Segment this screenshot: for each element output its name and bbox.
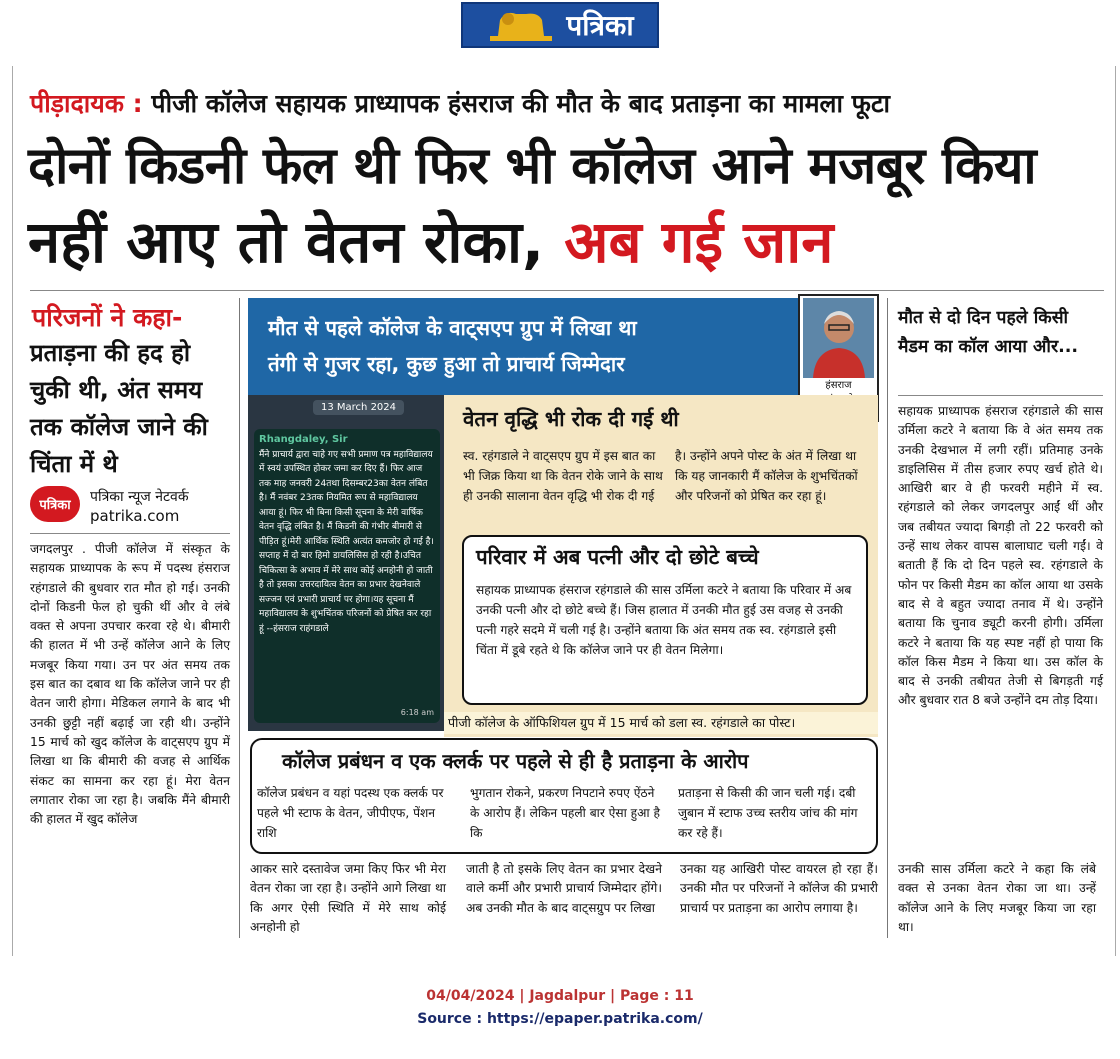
- patrika-logo: [461, 2, 659, 48]
- whatsapp-screenshot: [248, 395, 444, 731]
- chat-message-text: मैंने प्राचार्य द्वारा चाहे गए सभी प्रमाण पत्र महाविद्यालय में स्वयं उपस्थित होकर जमा कर दिए हैं। फिर आज तक माह जनवरी 24तथा दिसम्बर23का वेतन लंबित है। मैं नवंबर 23तक नियमित रूप से महाविद्यालय आया हूं। फिर भी बिना किसी सूचना के मेरी वार्षिक वेतन वृद्धि लंबित है। मैं किडनी की गंभीर बीमारी से पीड़ित हूं।मेरी आर्थिक स्थिति अत्यंत कमजोर हो गई है।सप्ताह में दो बार हिमो डायलिसिस हो रही है।उचित चिकित्सा के अभाव में मेरे साथ कोई अनहोनी हो जाती है तो इसका उत्तरदायित्व वेतन का प्रभार देखनेवाले सज्जन एवं प्रभारी प्राचार्य पर होगा।यह सूचना मैं महाविद्यालय के शुभचिंतक परिजनों को प्रेषित कर रहा हूं --हंसराज राहंगडाले: [259, 449, 434, 634]
- chat-date: 13 March 2024: [313, 400, 404, 415]
- photo-caption: पीजी कॉलेज के ऑफिशियल ग्रुप में 15 मार्च को डला स्व. रहंगडाले का पोस्ट।: [444, 712, 878, 734]
- column-rule: [239, 298, 240, 938]
- right-subhead: मौत से दो दिन पहले किसी मैडम का कॉल आया और...: [898, 308, 1079, 357]
- headline-line2: [28, 200, 833, 279]
- sidebar-kicker: परिजनों ने कहा-: [32, 303, 183, 332]
- story-column-3: है। उन्होंने अपने पोस्ट के अंत में लिखा था कि यह जानकारी मैं कॉलेज के शुभचिंतकों और परिजनों को प्रेषित कर रहा हूं।: [675, 449, 858, 503]
- byline-name: पत्रिका न्यूज नेटवर्क: [90, 489, 189, 505]
- headline-line2-black: नहीं आए तो वेतन रोका,: [28, 208, 565, 276]
- kicker-label: पीड़ादायक :: [30, 89, 143, 118]
- lion-emblem-icon: [486, 6, 556, 44]
- bottom-column-2: जाती है तो इसके लिए वेतन का प्रभार देखने वाले कर्मी और प्रभारी प्राचार्य जिम्मेदार होंगे। अब उनकी मौत के बाद वाट्सग्रुप पर लिखा: [466, 862, 662, 915]
- bottom-column-1: आकर सारे दस्तावेज जमा किए फिर भी मेरा वेतन रोका जा रहा है। उन्होंने आगे लिखा था कि अगर ऐसी स्थिति में मेरे साथ कोई अनहोनी हो: [250, 862, 446, 934]
- source-link[interactable]: Source : https://epaper.patrika.com/: [417, 1011, 703, 1027]
- story-column-2: स्व. रहंगडाले ने वाट्सएप ग्रुप में इस बात का भी जिक्र किया था कि वेतन रोके जाने के साथ ही उनकी सालाना वेतन वृद्धि भी रोक दी गई: [463, 449, 663, 503]
- headline-line2-red: अब गई जान: [564, 208, 834, 276]
- portrait-caption-first: हंसराज: [825, 380, 852, 391]
- highlight-line1: मौत से पहले कॉलेज के वाट्सएप ग्रुप में लिखा था: [268, 316, 637, 340]
- article-column-1: जगदलपुर . पीजी कॉलेज में संस्कृत के सहायक प्राध्यापक के रूप में पदस्थ हंसराज रहंगडाले की बुधवार रात मौत हो गई। उनकी दोनों किडनी फेल हो चुकी थीं और वे लंबे वक्त से अपना उपचार करवा रहे थे। बीमारी की हालत में भी उन्हें कॉलेज आने के लिए मजबूर किया गया। उन पर अंत समय तक इस बात का दबाव था कि कॉलेज जाने पर ही वेतन जारी होगा। मेडिकल लगाने के बाद भी उनकी छुट्टी नहीं बढ़ाई जा रही थी। उन्होंने 15 मार्च को खुद कॉलेज के वाट्सएप ग्रुप में लिखा था कि बीमारी की वजह से आर्थिक संकट का सामना कर रहा हूं। मेरा वेतन लगातार रोका जा रहा है। जबकि मैंने बीमारी की हालत में खुद कॉलेज: [30, 542, 230, 827]
- chat-sender: Rhangdaley, Sir: [259, 434, 348, 445]
- highlight-line2: तंगी से गुजर रहा, कुछ हुआ तो प्राचार्य जिम्मेदार: [268, 352, 625, 376]
- allegations-col-1: कॉलेज प्रबंधन व यहां पदस्थ एक क्लर्क पर पहले भी स्टाफ के वेतन, जीपीएफ, पेंशन राशि: [257, 786, 444, 840]
- divider: [898, 395, 1103, 396]
- subhead-allegations: कॉलेज प्रबंधन व एक क्लर्क पर पहले से ही है प्रताड़ना के आरोप: [282, 749, 749, 773]
- bottom-column-4: उनकी सास उर्मिला कटरे ने कहा कि लंबे वक्त से उनका वेतन रोका जा था। उन्हें कॉलेज आने के लिए मजबूर किया जा रहा था।: [898, 862, 1096, 934]
- divider: [30, 290, 1104, 291]
- byline-site: patrika.com: [90, 507, 180, 525]
- headline-line1: दोनों किडनी फेल थी फिर भी कॉलेज आने मजबूर किया: [28, 137, 1037, 196]
- subhead-family: परिवार में अब पत्नी और दो छोटे बच्चे: [476, 545, 759, 569]
- column-rule: [887, 298, 888, 938]
- kicker-text: पीजी कॉलेज सहायक प्राध्यापक हंसराज की मौत के बाद प्रताड़ना का मामला फूटा: [142, 89, 891, 118]
- subhead-salary: वेतन वृद्धि भी रोक दी गई थी: [463, 407, 679, 431]
- chat-time: 6:18 am: [400, 707, 434, 717]
- bottom-column-3: उनका यह आखिरी पोस्ट वायरल हो रहा हैं। उनकी मौत पर परिजनों ने कॉलेज की प्रभारी प्राचार्य पर प्रताड़ना का आरोप लगाया है।: [680, 862, 878, 915]
- byline-logo: पत्रिका: [30, 486, 80, 522]
- sidebar-quote: प्रताड़ना की हद हो चुकी थी, अंत समय तक कॉलेज जाने की चिंता में थे: [30, 339, 208, 478]
- kicker: [30, 86, 890, 120]
- portrait-image: [803, 298, 874, 378]
- family-text: सहायक प्राध्यापक हंसराज रहंगडाले की सास उर्मिला कटरे ने बताया कि परिवार में अब उनकी पत्नी और दो छोटे बच्चे हैं। जिस हालात में उनकी मौत हुई उस वजह से उनकी पत्नी गहरे सदमे में चली गई है। उन्होंने बताया कि अंत समय तक स्व. रहंगडाले इसी चिंता में डूबे रहते थे कि कॉलेज जाने पर ही वेतन मिलेगा।: [476, 583, 852, 657]
- edition-info: 04/04/2024 | Jagdalpur | Page : 11: [426, 988, 694, 1004]
- right-column: सहायक प्राध्यापक हंसराज रहंगडाले की सास उर्मिला कटरे ने बताया कि वे अंत समय तक उनकी देखभाल में लगी रहीं। प्रतिमाह उनके डाइलिसिस में तीस हजार रुपए खर्च होते थे। आखिरी बार वे ही फरवरी महीने में स्व. रहंगडाले को लेकर जगदलपुर आईं थीं और जब तबीयत ज्यादा बिगड़ी तो 22 फरवरी को उन्हें साथ लेकर वापस बालाघाट चली गईं। वे बताती हैं कि दो दिन पहले स्व. रहंगडाले के फोन पर किसी मैडम का कॉल आया था उसके बाद से वे बहुत ज्यादा तनाव में थे। उन्होंने बताया कि चुनाव ड्यूटी करनी होगी। उर्मिला कटरे ने बताया कि यह स्पष्ट नहीं हो पाया कि कॉल किस मैडम ने किया था। उस कॉल के बाद से उनकी तबीयत तेजी से बिगड़ती गई और बुधवार रात 8 बजे उन्होंने दम तोड़ दिया।: [898, 404, 1103, 708]
- allegations-col-2: भुगतान रोकने, प्रकरण निपटाने रुपए ऐंठने के आरोप हैं। लेकिन पहली बार ऐसा हुआ है कि: [470, 786, 660, 840]
- masthead-name: पत्रिका: [566, 9, 634, 42]
- divider: [30, 533, 230, 534]
- chat-message: [254, 429, 440, 723]
- highlight-box: [248, 298, 798, 395]
- allegations-col-3: प्रताड़ना से किसी की जान चली गई। दबी जुबान में स्टाफ उच्च स्तरीय जांच की मांग कर रहे हैं।: [678, 786, 858, 840]
